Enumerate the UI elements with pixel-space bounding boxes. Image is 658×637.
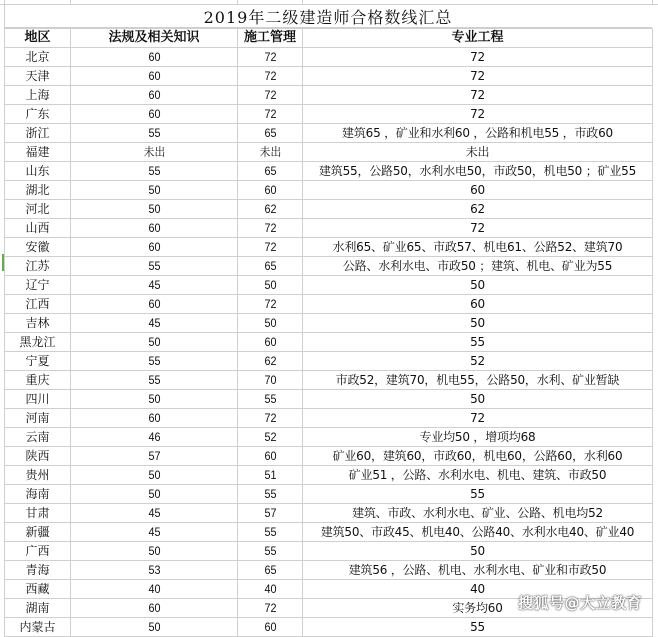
region-cell[interactable]: 海南 xyxy=(5,485,71,504)
region-cell[interactable]: 山西 xyxy=(5,219,71,238)
law-score-cell[interactable]: 53 xyxy=(79,561,229,580)
law-score-cell[interactable]: 50 xyxy=(79,618,229,637)
management-score-cell[interactable]: 72 xyxy=(241,86,300,105)
table-row xyxy=(5,238,653,257)
region-cell[interactable]: 甘肃 xyxy=(5,504,71,523)
specialty-score-cell[interactable]: 矿业51 ，公路、水利水电、机电、建筑、市政50 xyxy=(303,466,653,485)
region-cell[interactable]: 天津 xyxy=(5,67,71,86)
specialty-score-cell[interactable]: 50 xyxy=(303,314,653,333)
management-score-cell[interactable]: 65 xyxy=(241,124,300,143)
specialty-score-cell[interactable]: 专业均50 ，增项均68 xyxy=(303,428,653,447)
table-row xyxy=(5,352,653,371)
region-cell[interactable]: 浙江 xyxy=(5,124,71,143)
column-header-management[interactable]: 施工管理 xyxy=(238,29,303,48)
table-row xyxy=(5,162,653,181)
law-score-cell[interactable]: 40 xyxy=(79,580,229,599)
management-score-cell[interactable]: 40 xyxy=(241,580,300,599)
management-score-cell[interactable]: 72 xyxy=(241,409,300,428)
law-score-cell[interactable]: 50 xyxy=(79,181,229,200)
specialty-score-cell[interactable]: 72 xyxy=(303,86,653,105)
management-score-cell[interactable]: 72 xyxy=(241,295,300,314)
header-row xyxy=(5,29,653,48)
law-score-cell[interactable]: 50 xyxy=(79,200,229,219)
specialty-score-cell[interactable]: 60 xyxy=(303,295,653,314)
management-score-cell[interactable]: 60 xyxy=(241,333,300,352)
region-cell[interactable]: 辽宁 xyxy=(5,276,71,295)
management-score-cell[interactable]: 55 xyxy=(241,523,300,542)
specialty-score-cell[interactable]: 55 xyxy=(303,333,653,352)
management-score-cell[interactable]: 72 xyxy=(241,105,300,124)
specialty-score-cell[interactable]: 建筑56 ，公路、机电、水利水电、矿业和市政50 xyxy=(303,561,653,580)
management-score-cell[interactable]: 65 xyxy=(241,561,300,580)
region-cell[interactable]: 福建 xyxy=(5,143,71,162)
table-row xyxy=(5,618,653,637)
region-cell[interactable]: 云南 xyxy=(5,428,71,447)
management-score-cell[interactable]: 72 xyxy=(241,238,300,257)
specialty-score-cell[interactable]: 实务均60 xyxy=(303,599,653,618)
table-row xyxy=(5,143,653,162)
law-score-cell[interactable]: 45 xyxy=(79,504,229,523)
specialty-score-cell[interactable]: 72 xyxy=(303,105,653,124)
law-score-cell[interactable]: 60 xyxy=(79,67,229,86)
cutoff-table xyxy=(4,28,653,637)
table-row xyxy=(5,200,653,219)
region-cell[interactable]: 安徽 xyxy=(5,238,71,257)
table-row xyxy=(5,428,653,447)
table-row xyxy=(5,181,653,200)
region-cell[interactable]: 重庆 xyxy=(5,371,71,390)
law-score-cell[interactable]: 46 xyxy=(79,428,229,447)
law-score-cell[interactable]: 50 xyxy=(79,466,229,485)
specialty-score-cell[interactable]: 矿业60，建筑60，市政60，机电60，公路60，水利60 xyxy=(303,447,653,466)
table-row xyxy=(5,523,653,542)
specialty-score-cell[interactable]: 市政52，建筑70，机电55，公路50，水利、矿业暂缺 xyxy=(303,371,653,390)
specialty-score-cell[interactable]: 55 xyxy=(303,485,653,504)
table-row xyxy=(5,257,653,276)
specialty-score-cell[interactable]: 建筑65 ，矿业和水利60 ，公路和机电55 ，市政60 xyxy=(303,124,653,143)
region-cell[interactable]: 湖北 xyxy=(5,181,71,200)
table-row xyxy=(5,295,653,314)
table-row xyxy=(5,447,653,466)
specialty-score-cell[interactable]: 水利65、矿业65、市政57、机电61、公路52、建筑70 xyxy=(303,238,653,257)
table-row xyxy=(5,105,653,124)
management-score-cell[interactable]: 未出 xyxy=(241,143,300,162)
law-score-cell[interactable]: 60 xyxy=(79,48,229,67)
law-score-cell[interactable]: 45 xyxy=(79,523,229,542)
table-row xyxy=(5,542,653,561)
table-row xyxy=(5,561,653,580)
management-score-cell[interactable]: 50 xyxy=(241,276,300,295)
management-score-cell[interactable]: 60 xyxy=(241,181,300,200)
table-row xyxy=(5,485,653,504)
table-row xyxy=(5,124,653,143)
specialty-score-cell[interactable]: 72 xyxy=(303,48,653,67)
column-header-specialty[interactable]: 专业工程 xyxy=(303,29,653,48)
law-score-cell[interactable]: 50 xyxy=(79,542,229,561)
law-score-cell[interactable]: 未出 xyxy=(79,143,229,162)
specialty-score-cell[interactable]: 建筑、市政、水利水电、矿业、公路、机电均52 xyxy=(303,504,653,523)
management-score-cell[interactable]: 65 xyxy=(241,257,300,276)
specialty-score-cell[interactable]: 建筑50、市政45、机电40、公路40、水利水电40、矿业40 xyxy=(303,523,653,542)
law-score-cell[interactable]: 57 xyxy=(79,447,229,466)
table-row xyxy=(5,219,653,238)
specialty-score-cell[interactable]: 50 xyxy=(303,390,653,409)
specialty-score-cell[interactable]: 72 xyxy=(303,219,653,238)
table-row xyxy=(5,390,653,409)
region-cell[interactable]: 广西 xyxy=(5,542,71,561)
region-cell[interactable]: 新疆 xyxy=(5,523,71,542)
region-cell[interactable]: 内蒙古 xyxy=(5,618,71,637)
law-score-cell[interactable]: 50 xyxy=(79,485,229,504)
region-cell[interactable]: 西藏 xyxy=(5,580,71,599)
table-row xyxy=(5,504,653,523)
specialty-score-cell[interactable]: 公路、水利水电、市政50 ；建筑、机电、矿业为55 xyxy=(303,257,653,276)
law-score-cell[interactable]: 60 xyxy=(79,409,229,428)
specialty-score-cell[interactable]: 62 xyxy=(303,200,653,219)
specialty-score-cell[interactable]: 50 xyxy=(303,542,653,561)
law-score-cell[interactable]: 55 xyxy=(79,124,229,143)
specialty-score-cell[interactable]: 60 xyxy=(303,181,653,200)
law-score-cell[interactable]: 60 xyxy=(79,599,229,618)
specialty-score-cell[interactable]: 未出 xyxy=(303,143,653,162)
region-cell[interactable]: 吉林 xyxy=(5,314,71,333)
region-cell[interactable]: 贵州 xyxy=(5,466,71,485)
table-row xyxy=(5,86,653,105)
watermark: 搜狐号@大立教育 xyxy=(518,594,643,612)
law-score-cell[interactable]: 55 xyxy=(79,162,229,181)
law-score-cell[interactable]: 50 xyxy=(79,333,229,352)
management-score-cell[interactable]: 70 xyxy=(241,371,300,390)
specialty-score-cell[interactable]: 52 xyxy=(303,352,653,371)
column-header-law[interactable]: 法规及相关知识 xyxy=(71,29,238,48)
region-cell[interactable]: 河南 xyxy=(5,409,71,428)
management-score-cell[interactable]: 52 xyxy=(241,428,300,447)
region-cell[interactable]: 江苏 xyxy=(5,257,71,276)
law-score-cell[interactable]: 60 xyxy=(79,86,229,105)
region-cell[interactable]: 上海 xyxy=(5,86,71,105)
table-row xyxy=(5,466,653,485)
management-score-cell[interactable]: 55 xyxy=(241,485,300,504)
law-score-cell[interactable]: 60 xyxy=(79,105,229,124)
management-score-cell[interactable]: 51 xyxy=(241,466,300,485)
region-cell[interactable]: 湖南 xyxy=(5,599,71,618)
region-cell[interactable]: 河北 xyxy=(5,200,71,219)
law-score-cell[interactable]: 50 xyxy=(79,390,229,409)
specialty-score-cell[interactable]: 55 xyxy=(303,618,653,637)
specialty-score-cell[interactable]: 72 xyxy=(303,409,653,428)
management-score-cell[interactable]: 55 xyxy=(241,542,300,561)
region-cell[interactable]: 宁夏 xyxy=(5,352,71,371)
region-cell[interactable]: 黑龙江 xyxy=(5,333,71,352)
table-row xyxy=(5,333,653,352)
region-cell[interactable]: 青海 xyxy=(5,561,71,580)
management-score-cell[interactable]: 62 xyxy=(241,200,300,219)
region-cell[interactable]: 广东 xyxy=(5,105,71,124)
region-cell[interactable]: 北京 xyxy=(5,48,71,67)
region-cell[interactable]: 陕西 xyxy=(5,447,71,466)
table-row xyxy=(5,371,653,390)
management-score-cell[interactable]: 72 xyxy=(241,219,300,238)
table-title: 2019年二级建造师合格数线汇总 xyxy=(4,5,652,28)
management-score-cell[interactable]: 62 xyxy=(241,352,300,371)
region-cell[interactable]: 江西 xyxy=(5,295,71,314)
region-cell[interactable]: 四川 xyxy=(5,390,71,409)
management-score-cell[interactable]: 72 xyxy=(241,599,300,618)
law-score-cell[interactable]: 45 xyxy=(79,314,229,333)
management-score-cell[interactable]: 72 xyxy=(241,67,300,86)
law-score-cell[interactable]: 60 xyxy=(79,219,229,238)
management-score-cell[interactable]: 55 xyxy=(241,390,300,409)
specialty-score-cell[interactable]: 72 xyxy=(303,67,653,86)
management-score-cell[interactable]: 60 xyxy=(241,618,300,637)
law-score-cell[interactable]: 45 xyxy=(79,276,229,295)
table-row xyxy=(5,314,653,333)
management-score-cell[interactable]: 50 xyxy=(241,314,300,333)
table-row xyxy=(5,48,653,67)
table-row xyxy=(5,276,653,295)
table-row xyxy=(5,409,653,428)
specialty-score-cell[interactable]: 建筑55，公路50，水利水电50，市政50，机电50 ；矿业55 xyxy=(303,162,653,181)
management-score-cell[interactable]: 65 xyxy=(241,162,300,181)
column-header-region[interactable]: 地区 xyxy=(5,29,71,48)
law-score-cell[interactable]: 55 xyxy=(79,257,229,276)
table-row xyxy=(5,67,653,86)
management-score-cell[interactable]: 72 xyxy=(241,48,300,67)
management-score-cell[interactable]: 60 xyxy=(241,447,300,466)
law-score-cell[interactable]: 60 xyxy=(79,238,229,257)
law-score-cell[interactable]: 55 xyxy=(79,371,229,390)
specialty-score-cell[interactable]: 40 xyxy=(303,580,653,599)
law-score-cell[interactable]: 55 xyxy=(79,352,229,371)
specialty-score-cell[interactable]: 50 xyxy=(303,276,653,295)
management-score-cell[interactable]: 57 xyxy=(241,504,300,523)
law-score-cell[interactable]: 60 xyxy=(79,295,229,314)
region-cell[interactable]: 山东 xyxy=(5,162,71,181)
